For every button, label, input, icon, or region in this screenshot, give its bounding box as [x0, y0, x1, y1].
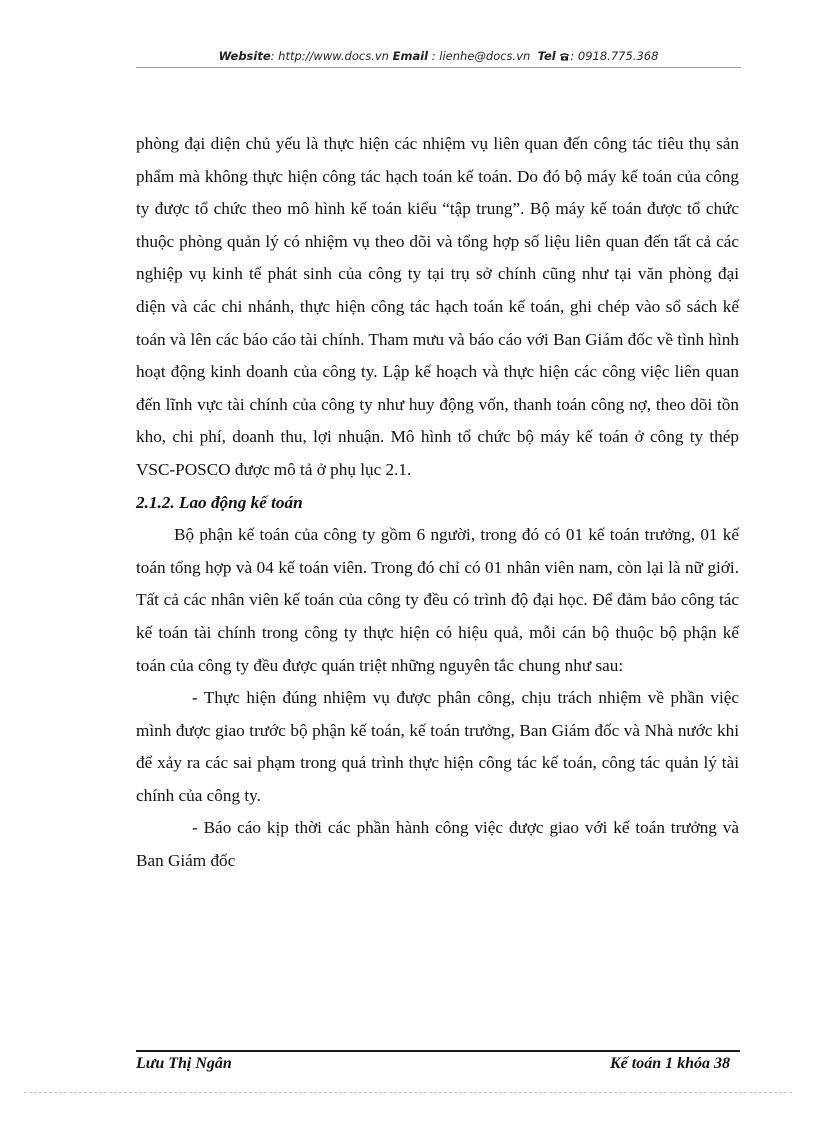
- section-heading: 2.1.2. Lao động kế toán: [136, 492, 303, 512]
- body-paragraph: phòng đại diện chủ yếu là thực hiện các nhiệm vụ liên quan đến công tác tiêu thụ sản phẩm mà không thực hiện công tác hạch toán kế toán. Do đó bộ máy kế toán của công ty được tổ chức theo mô hình kế toán kiểu “tập trung”. Bộ máy kế toán được tổ chức thuộc phòng quản lý có nhiệm vụ theo dõi và tổng hợp số liệu liên quan đến tất cả các nghiệp vụ kinh tế phát sinh của công ty tại trụ sở chính cũng như tại văn phòng đại diện và các chi nhánh, thực hiện công tác hạch toán kế toán, ghi chép vào sổ sách kế toán và lên các báo cáo tài chính. Tham mưu và báo cáo với Ban Giám đốc về tình hình hoạt động kinh doanh của công ty. Lập kế hoạch và thực hiện các công việc liên quan đến lĩnh vực tài chính của công ty như huy động vốn, thanh toán công nợ, theo dõi tồn kho, chi phí, doanh thu, lợi nhuận. Mô hình tổ chức bộ máy kế toán ở công ty thép VSC-POSCO được mô tả ở phụ lục 2.1.: [136, 134, 739, 479]
- tel-label: Tel: [537, 49, 556, 63]
- website-label: Website: [218, 49, 271, 63]
- page-content: [136, 128, 739, 878]
- footer-course: Kế toán 1 khóa 38: [609, 1055, 730, 1072]
- page-header: [136, 49, 741, 63]
- body-paragraph: Bộ phận kế toán của công ty gồm 6 người, trong đó có 01 kế toán trưởng, 01 kế toán tổng hợp và 04 kế toán viên. Trong đó chỉ có 01 nhân viên nam, còn lại là nữ giới. Tất cả các nhân viên kế toán của công ty đều có trình độ đại học. Để đảm bảo công tác kế toán tài chính trong công ty thực hiện có hiệu quả, mỗi cán bộ thuộc bộ phận kế toán của công ty đều được quán triệt những nguyên tắc chung như sau:: [136, 525, 739, 675]
- header-divider: [136, 67, 741, 68]
- telephone-icon: [559, 52, 570, 61]
- email-label: Email: [392, 49, 429, 63]
- tel-value: : 0918.775.368: [570, 49, 659, 63]
- bullet-item: - Thực hiện đúng nhiệm vụ được phân công, chịu trách nhiệm về phần việc mình được giao trước bộ phận kế toán, kế toán trưởng, Ban Giám đốc và Nhà nước khi để xảy ra các sai phạm trong quá trình thực hiện công tác kế toán, công tác quản lý tài chính của công ty.: [136, 688, 739, 805]
- email-value: : lienhe@docs.vn: [431, 49, 531, 63]
- bullet-item: - Báo cáo kịp thời các phần hành công việc được giao với kế toán trưởng và Ban Giám đốc: [136, 818, 739, 871]
- footer-divider: [136, 1050, 740, 1052]
- footer-author: Lưu Thị Ngân: [136, 1055, 232, 1072]
- website-value: : http://www.docs.vn: [270, 49, 389, 63]
- page-break-line: [24, 1092, 792, 1093]
